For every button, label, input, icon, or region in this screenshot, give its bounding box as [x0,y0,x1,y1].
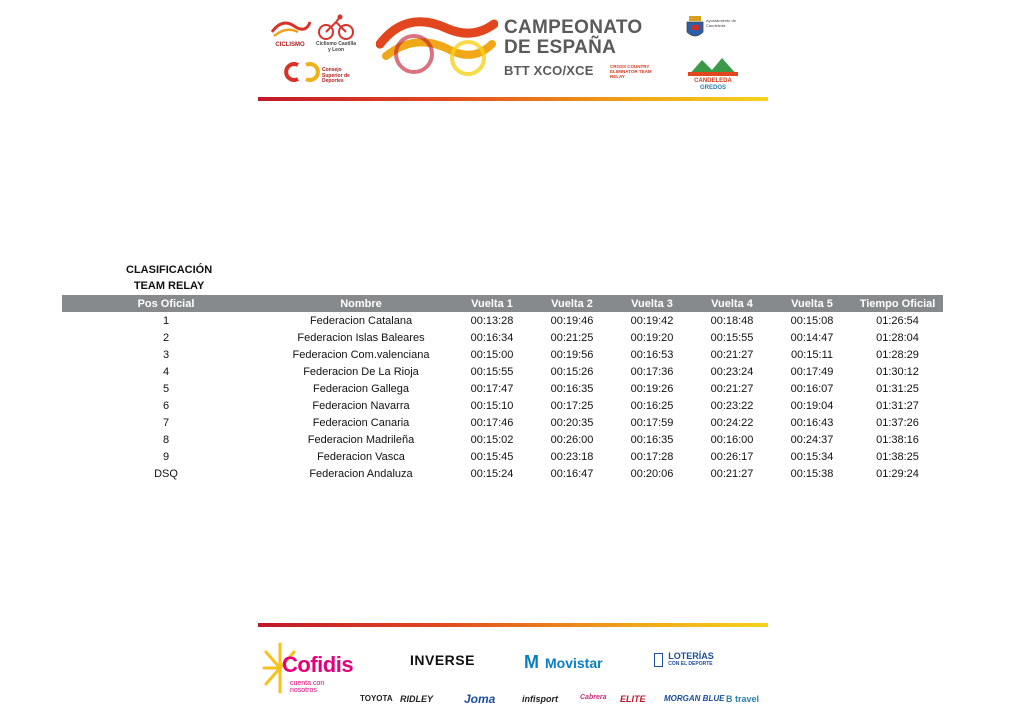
cell-total: 01:28:04 [876,331,919,344]
cell-lap-2: 00:19:46 [550,314,594,327]
csd-logo-text: Consejo Superior de Deportes [322,67,350,84]
cycling-cyl-text: Ciclismo Castilla y Leon [315,41,356,53]
cell-lap-5: 00:19:04 [790,399,834,412]
cell-name: Federacion Islas Baleares [297,331,425,344]
mountain-park-icon [688,56,738,76]
cell-lap-2: 00:17:25 [550,399,594,412]
cell-total: 01:30:12 [876,365,919,378]
cell-pos: 6 [162,399,170,412]
cell-pos: 3 [162,348,170,361]
cell-lap-4: 00:21:27 [710,467,754,480]
cell-name: Federacion Com.valenciana [292,348,430,361]
cell-lap-2: 00:16:35 [550,382,594,395]
cell-lap-4: 00:18:48 [710,314,754,327]
cell-lap-2: 00:16:47 [550,467,594,480]
cell-pos: 8 [162,433,170,446]
footer-color-stripe [258,623,768,627]
cell-lap-1: 00:17:47 [470,382,514,395]
col-lap-4: Vuelta 4 [711,297,753,310]
cell-lap-3: 00:20:06 [630,467,674,480]
cell-pos: 4 [162,365,170,378]
infisport-logo: infisport [522,694,558,704]
cell-pos: 2 [162,331,170,344]
toyota-logo: TOYOTA [360,694,393,703]
cell-name: Federacion Catalana [309,314,413,327]
cell-total: 01:37:26 [876,416,919,429]
cabrera-logo: Cabrera [580,694,607,701]
cell-lap-1: 00:15:00 [470,348,514,361]
rfec-logo-text: CICLISMO [275,42,305,48]
cell-lap-1: 00:15:45 [470,450,514,463]
col-lap-5: Vuelta 5 [791,297,833,310]
team-relay-results-table [62,295,943,482]
cell-lap-1: 00:15:02 [470,433,514,446]
classification-title-line-1: CLASIFICACIÓN [126,264,213,276]
cell-lap-3: 00:17:36 [630,365,674,378]
cell-total: 01:31:27 [876,399,919,412]
header-color-stripe [258,97,768,101]
cell-lap-5: 00:16:07 [790,382,834,395]
candeleda-gredos-text [688,78,738,92]
cell-lap-2: 00:26:00 [550,433,594,446]
secondary-sponsors [358,694,768,710]
title-line-1: CAMPEONATO [504,17,643,38]
cell-lap-3: 00:17:59 [630,416,674,429]
cell-lap-4: 00:24:22 [710,416,754,429]
cell-lap-4: 00:23:24 [710,365,754,378]
cell-name: Federacion Madrileña [307,433,415,446]
col-total: Tiempo Oficial [859,297,936,310]
cell-name: Federacion Vasca [317,450,405,463]
loterias-text-2: CON EL DEPORTE [668,661,713,667]
cell-lap-5: 00:24:37 [790,433,834,446]
championship-swoosh-graphic [376,14,498,80]
morgan-blue-logo: MORGAN BLUE [664,694,725,703]
cell-lap-5: 00:15:38 [790,467,834,480]
cell-lap-4: 00:23:22 [710,399,754,412]
loterias-icon [654,653,663,667]
cell-lap-5: 00:16:43 [790,416,834,429]
cell-total: 01:31:25 [876,382,919,395]
cell-lap-1: 00:15:10 [470,399,514,412]
ridley-logo: RIDLEY [400,694,434,704]
cell-pos: 7 [162,416,170,429]
inverse-logo: INVERSE [410,652,475,668]
cell-name: Federacion De La Rioja [303,365,419,378]
movistar-m-icon: M [524,652,539,672]
table-row [62,329,943,346]
cell-pos: 5 [162,382,170,395]
cyclist-logo [316,14,356,40]
cell-lap-1: 00:17:46 [470,416,514,429]
cell-lap-5: 00:14:47 [790,331,834,344]
championship-subtitle: BTT XCO/XCE [504,63,594,78]
cell-lap-3: 00:16:35 [630,433,674,446]
cell-total: 01:26:54 [876,314,919,327]
table-row [62,346,943,363]
table-row [62,448,943,465]
cell-lap-2: 00:21:25 [550,331,594,344]
cell-lap-1: 00:13:28 [470,314,514,327]
classification-title [126,262,212,294]
table-row [62,414,943,431]
cell-lap-1: 00:15:24 [470,467,514,480]
col-lap-3: Vuelta 3 [631,297,673,310]
cell-lap-4: 00:16:00 [710,433,754,446]
candeleda-text: CANDELEDA [694,78,732,84]
cofidis-name: Cofidis [282,652,354,677]
table-header-row [62,295,943,312]
sponsors-footer [258,630,768,722]
cell-lap-4: 00:15:55 [710,331,754,344]
cell-lap-1: 00:16:34 [470,331,514,344]
title-line-2: DE ESPAÑA [504,37,617,58]
cell-lap-2: 00:23:18 [550,450,594,463]
host-logos [684,12,764,96]
cell-lap-5: 00:17:49 [790,365,834,378]
table-row [62,312,943,329]
table-row [62,380,943,397]
cell-lap-5: 00:15:11 [790,348,833,361]
cell-total: 01:38:16 [876,433,919,446]
table-row [62,465,943,482]
col-name: Nombre [340,297,382,310]
cell-pos: DSQ [154,467,178,480]
federation-logos [266,12,358,88]
cell-total: 01:38:25 [876,450,919,463]
cell-lap-3: 00:19:20 [630,331,674,344]
b-travel-logo: B travel [726,694,760,704]
cell-pos: 1 [162,314,170,327]
cell-lap-3: 00:16:25 [630,399,674,412]
cell-lap-3: 00:16:53 [630,348,674,361]
table-row [62,363,943,380]
gredos-text: GREDOS [699,85,726,91]
cell-name: Federacion Canaria [312,416,410,429]
cell-lap-2: 00:15:26 [550,365,594,378]
loterias-logo [654,652,714,668]
cell-name: Federacion Gallega [312,382,409,395]
cell-lap-2: 00:20:35 [550,416,594,429]
cell-lap-4: 00:21:27 [710,382,754,395]
rfec-cycling-logo [268,16,312,40]
cell-lap-5: 00:15:34 [790,450,834,463]
coat-of-arms-icon [686,16,704,40]
cell-lap-3: 00:19:26 [630,382,674,395]
col-lap-2: Vuelta 2 [551,297,593,310]
cofidis-logo [262,640,352,700]
event-header [258,8,768,104]
cell-lap-1: 00:15:55 [470,365,514,378]
col-pos: Pos Oficial [137,297,195,310]
classification-title-line-2: TEAM RELAY [133,280,205,292]
cell-lap-4: 00:21:27 [710,348,754,361]
championship-title [504,18,642,58]
cell-lap-3: 00:17:28 [630,450,674,463]
cell-lap-2: 00:19:56 [550,348,594,361]
cofidis-tagline-2: nosotros [290,687,317,694]
cell-lap-3: 00:19:42 [630,314,674,327]
col-lap-1: Vuelta 1 [471,297,513,310]
loterias-text-1: LOTERÍAS [668,651,714,661]
movistar-text: Movistar [545,655,603,671]
cell-name: Federacion Andaluza [309,467,413,480]
movistar-logo [524,652,603,673]
cell-total: 01:28:29 [876,348,919,361]
cofidis-tagline [290,680,324,694]
cell-name: Federacion Navarra [312,399,410,412]
cell-total: 01:29:24 [876,467,919,480]
table-row [62,397,943,414]
championship-disciplines: CROSS COUNTRY ELIMINATOR TEAM RELAY [610,64,652,79]
cell-pos: 9 [162,450,170,463]
cell-lap-4: 00:26:17 [710,450,754,463]
table-row [62,431,943,448]
elite-logo: ELITE [620,694,646,704]
csd-logo [284,62,324,82]
cell-lap-5: 00:15:08 [790,314,834,327]
cofidis-tagline-1: cuenta con [290,680,325,687]
joma-logo: Joma [464,692,496,706]
ayuntamiento-text: Ayuntamiento de Candeleda [706,18,736,28]
